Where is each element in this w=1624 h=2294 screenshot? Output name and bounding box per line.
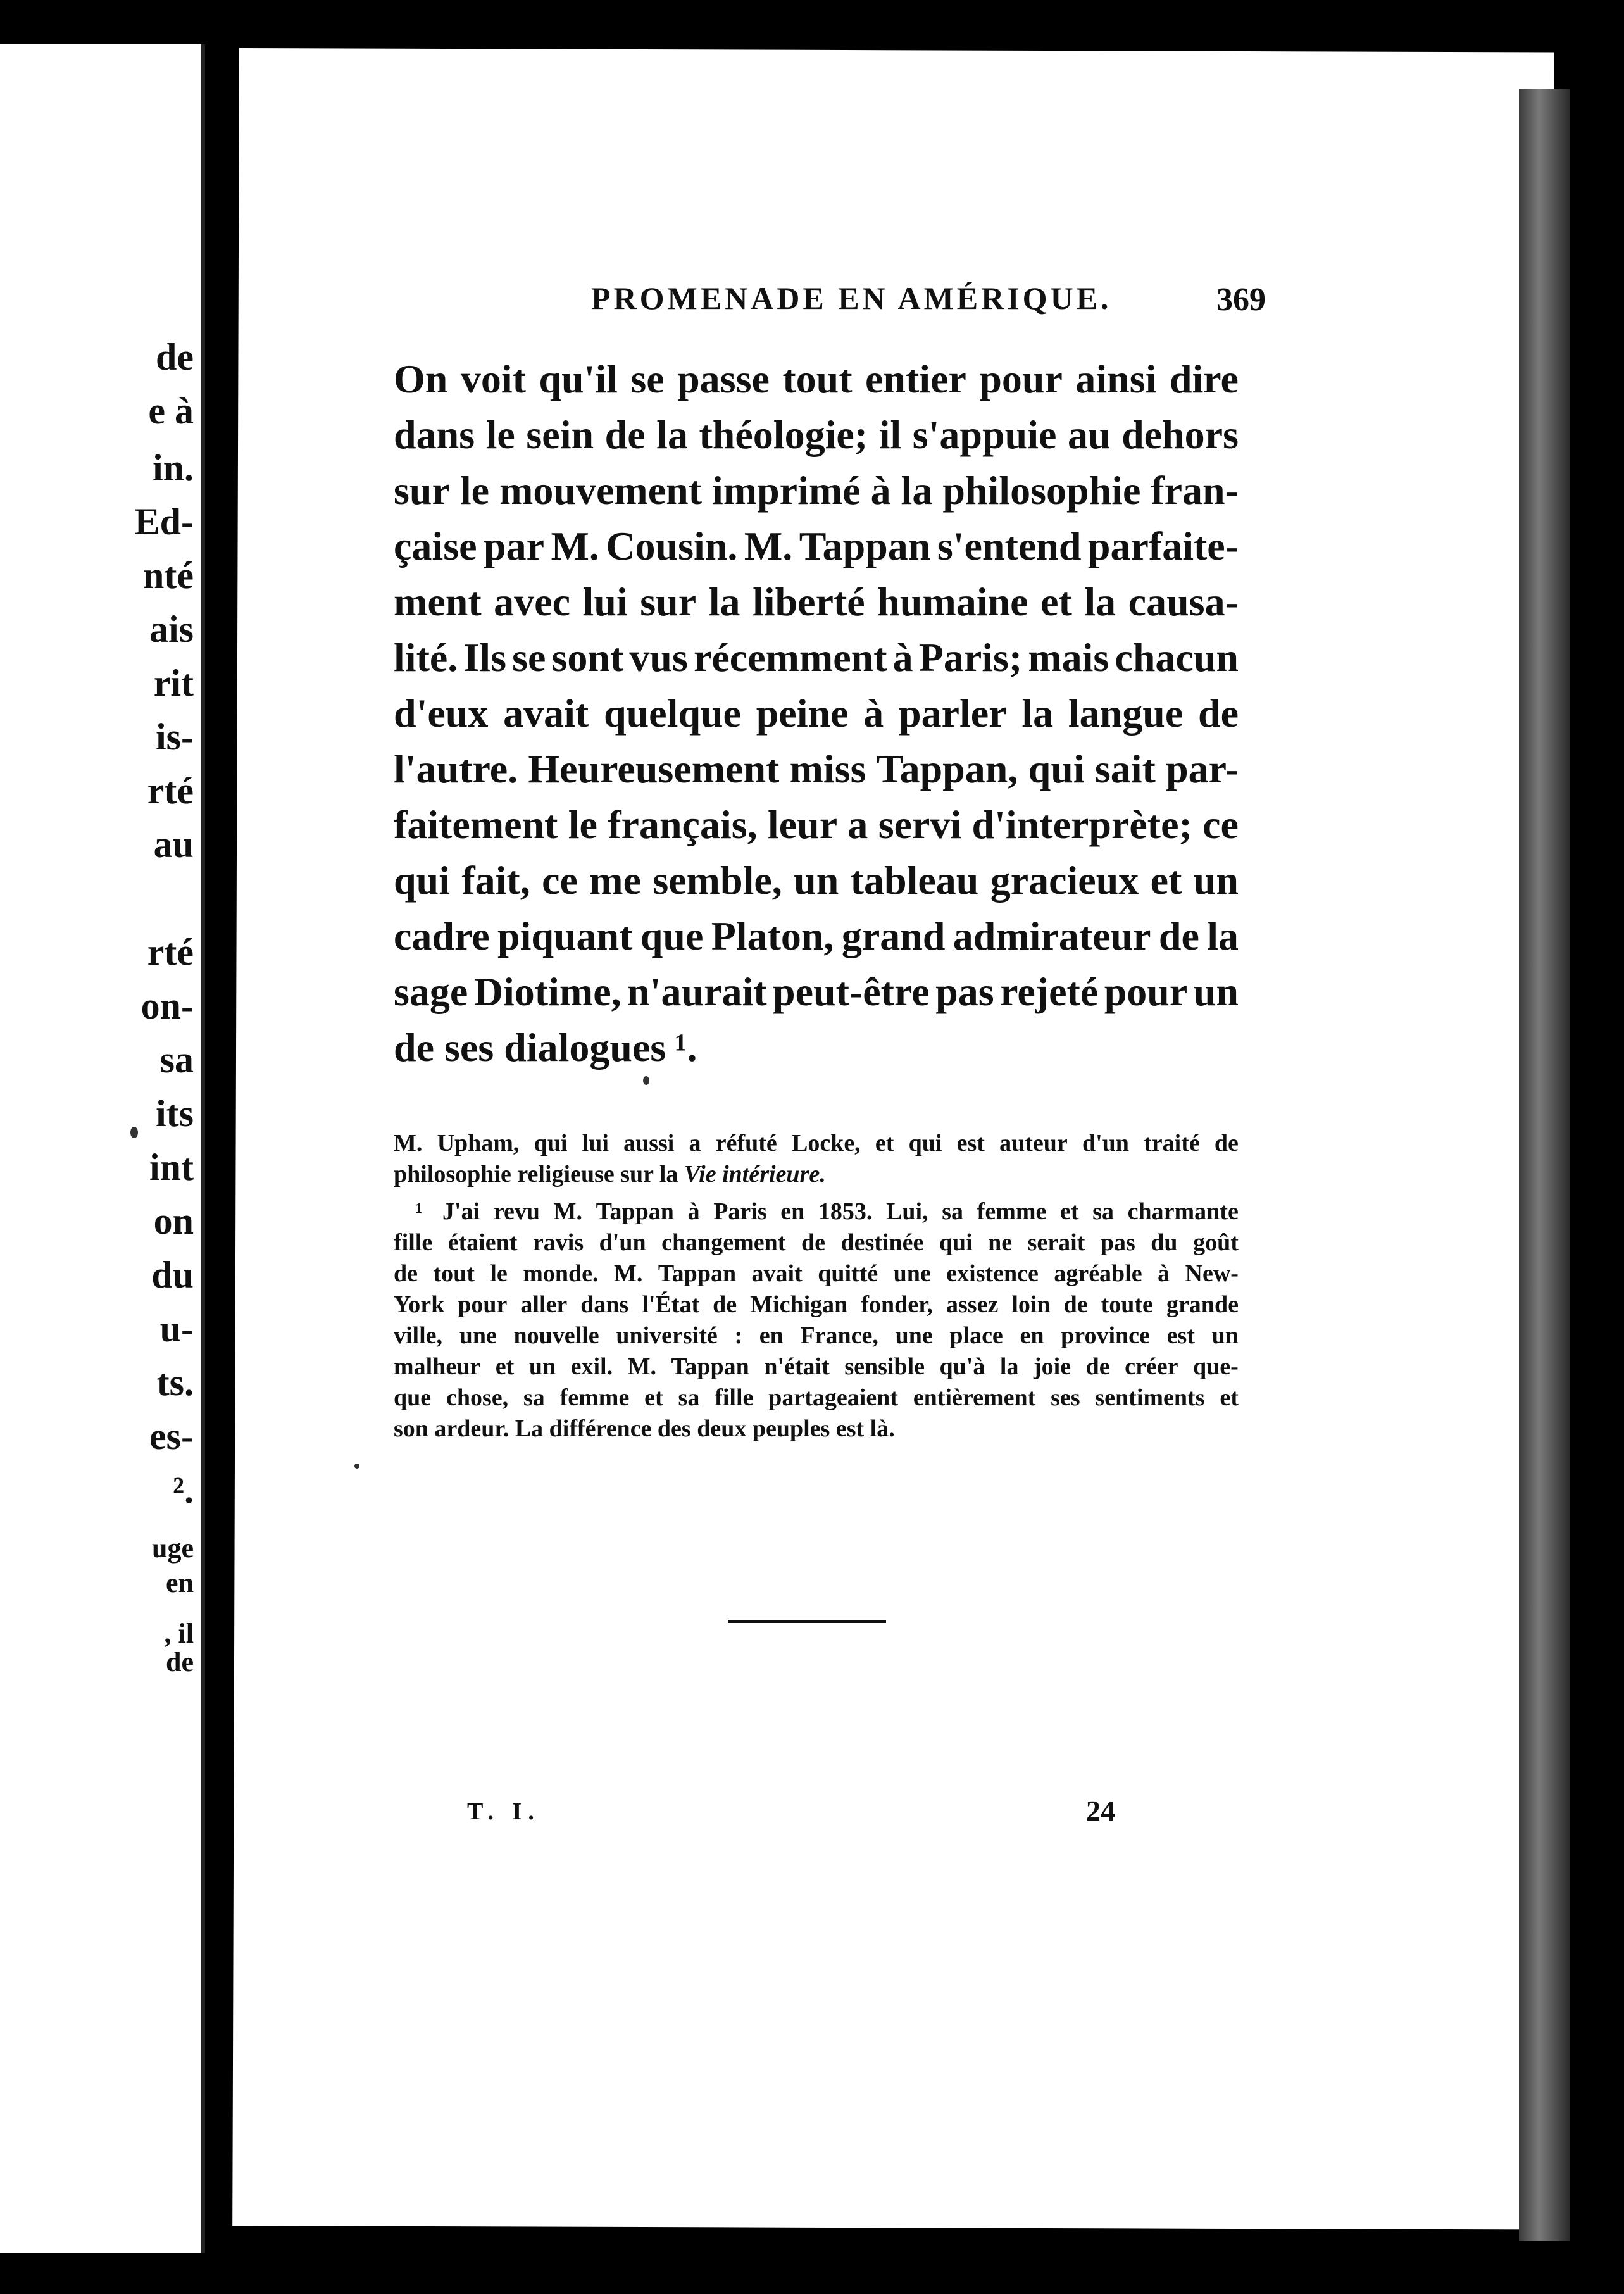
word: par (483, 523, 544, 568)
footnote-text: philosophie religieuse sur la (394, 1161, 684, 1188)
word: qui (908, 1130, 942, 1156)
word: ses (1051, 1384, 1080, 1411)
word: lité. (394, 635, 458, 680)
word: le (490, 1260, 508, 1287)
word: un (1193, 858, 1239, 903)
footnote-line (394, 1289, 1239, 1320)
word: la (1084, 579, 1116, 624)
word: partageaient (768, 1384, 898, 1411)
word: Locke, (791, 1130, 861, 1156)
word: au (1067, 412, 1111, 457)
word: Michigan (750, 1291, 848, 1318)
word: M. (744, 523, 793, 568)
facing-page-fragment: is- (156, 716, 194, 758)
word: de (1158, 913, 1199, 958)
word: pas (1100, 1229, 1135, 1256)
footnote-line (394, 1258, 1239, 1289)
text-line (394, 463, 1239, 518)
word: avec (494, 579, 570, 624)
word: parfaite- (1087, 523, 1239, 568)
word: est (1166, 1322, 1195, 1349)
word: une (895, 1322, 933, 1349)
word: s'entend (937, 523, 1082, 568)
word: pour (979, 356, 1063, 401)
word: un (528, 1353, 556, 1380)
word: s'appuie (912, 412, 1057, 457)
word: de (394, 1260, 418, 1287)
text-line (394, 407, 1239, 463)
word: et (1220, 1384, 1239, 1411)
word: ce (1202, 802, 1239, 847)
facing-page-fragment: e à (148, 390, 194, 432)
word: On (394, 356, 448, 401)
word: que (640, 913, 704, 958)
word: entier (865, 356, 966, 401)
footnote-reference: ¹. (675, 1025, 697, 1070)
footnote-line (394, 1227, 1239, 1258)
word: le (459, 468, 490, 513)
footnote-line (394, 1351, 1239, 1382)
word: la (656, 412, 688, 457)
word: goût (1193, 1229, 1239, 1256)
word: pour (458, 1291, 508, 1318)
text-line (394, 797, 1239, 853)
word: dans (394, 412, 475, 457)
word: dehors (1121, 412, 1239, 457)
word: vus (629, 635, 688, 680)
word: et (1040, 579, 1072, 624)
word: et (644, 1384, 663, 1411)
word: tout (782, 356, 853, 401)
word: pas (935, 969, 994, 1014)
word: imprimé (711, 468, 861, 513)
word: Upham, (437, 1130, 520, 1156)
word: ment (394, 579, 482, 624)
word: de (713, 1291, 737, 1318)
word: New- (1185, 1260, 1239, 1287)
signature-mark: T. I. (467, 1798, 540, 1825)
facing-page-fragment: rté (147, 770, 194, 812)
word: entièrement (913, 1384, 1036, 1411)
facing-page-fragment: u- (159, 1308, 194, 1350)
text-line (394, 908, 1239, 964)
word: sait (1094, 746, 1156, 791)
word: et (1060, 1198, 1079, 1225)
word: M. (394, 1130, 423, 1156)
word: M. (614, 1260, 643, 1287)
word: quelque (603, 691, 741, 736)
word: faitement (394, 802, 558, 847)
word: qui (939, 1229, 973, 1256)
word: tout (433, 1260, 475, 1287)
word: n'était (764, 1353, 830, 1380)
word: et (875, 1130, 894, 1156)
signature-number: 24 (1086, 1795, 1115, 1827)
word: York (394, 1291, 445, 1318)
text-line (394, 741, 1239, 797)
word: dans (580, 1291, 629, 1318)
word: sensible (844, 1353, 925, 1380)
word: ne (988, 1229, 1013, 1256)
word: en (759, 1322, 784, 1349)
word: récemment (693, 635, 887, 680)
word: 1853. (818, 1198, 873, 1225)
word: existence (946, 1260, 1039, 1287)
word: sur (394, 468, 450, 513)
word: admirateur (953, 913, 1151, 958)
word: la (1207, 913, 1239, 958)
word: femme (559, 1384, 630, 1411)
word: l'autre. (394, 746, 518, 791)
facing-page-fragment: de (156, 336, 194, 378)
word: piquant (497, 913, 633, 958)
word: sentiments (1095, 1384, 1205, 1411)
word: qu'à (939, 1353, 985, 1380)
text-line (394, 964, 1239, 1020)
word: pour (1104, 969, 1188, 1014)
word: du (1151, 1229, 1178, 1256)
word: de (1063, 1291, 1088, 1318)
word: chose, (446, 1384, 509, 1411)
word: se (512, 635, 546, 680)
word: me (589, 858, 641, 903)
word: gracieux (990, 858, 1139, 903)
word: joie (1034, 1353, 1071, 1380)
word: Lui, (886, 1198, 928, 1225)
word: auteur (999, 1130, 1068, 1156)
word: malheur (394, 1353, 481, 1380)
word: a (847, 802, 868, 847)
word: aller (520, 1291, 568, 1318)
word: revu (493, 1198, 540, 1225)
word: réfuté (715, 1130, 777, 1156)
footnote-line (394, 1382, 1239, 1413)
word: M. (553, 1198, 583, 1225)
footnotes-block (394, 1128, 1239, 1445)
word: Tappan (596, 1198, 674, 1225)
word: langue (1068, 691, 1184, 736)
word: sa (942, 1198, 964, 1225)
word: à (870, 468, 891, 513)
facing-page-fragment: in. (152, 447, 194, 489)
book-title-italic: Vie intérieure. (684, 1161, 826, 1188)
word: ville, (394, 1322, 443, 1349)
word: chacun (1115, 635, 1239, 680)
ink-speck (130, 1127, 138, 1138)
word: sur (640, 579, 697, 624)
word: causa- (1128, 579, 1239, 624)
word: avait (503, 691, 589, 736)
word: voit (460, 356, 526, 401)
word: le (568, 802, 597, 847)
word: que (394, 1384, 432, 1411)
word: Platon, (711, 913, 834, 958)
word: miss (789, 746, 866, 791)
word: un (794, 858, 839, 903)
page-stack-edge (1519, 89, 1570, 2241)
word: fille (394, 1229, 433, 1256)
facing-page-edge (0, 44, 205, 2253)
word: Heureusement (528, 746, 780, 791)
word: à (863, 691, 884, 736)
word: quitté (818, 1260, 878, 1287)
facing-page-fragment: rit (153, 662, 194, 704)
word: de (1197, 691, 1239, 736)
word: cadre (394, 913, 490, 958)
word: philosophie (942, 468, 1141, 513)
word: fille (715, 1384, 754, 1411)
word: le (485, 412, 515, 457)
facing-page-fragment: ais (149, 608, 194, 650)
text-line (394, 351, 1239, 407)
word: peut-être (773, 969, 930, 1014)
word: fait, (461, 858, 530, 903)
facing-page-fragment: rté (147, 931, 194, 973)
word: de (1214, 1130, 1239, 1156)
facing-page-fragment: ². (173, 1469, 194, 1511)
word: serait (1027, 1229, 1085, 1256)
word: nouvelle (513, 1322, 599, 1349)
word: sa (1092, 1198, 1114, 1225)
text-line (394, 853, 1239, 908)
word: mais (1028, 635, 1109, 680)
word: une (459, 1322, 497, 1349)
word: de ses dialogues (394, 1025, 666, 1070)
word: passe (677, 356, 770, 401)
word: la (999, 1353, 1019, 1380)
footnote-text: son ardeur. La différence des deux peuples est là. (394, 1415, 895, 1442)
word: loin (1011, 1291, 1051, 1318)
word: monde. (523, 1260, 599, 1287)
end-rule (728, 1620, 886, 1623)
word: Tappan (799, 523, 931, 568)
word: est (956, 1130, 985, 1156)
facing-page-fragment: int (149, 1146, 194, 1188)
word: à (687, 1198, 700, 1225)
word: que- (1193, 1353, 1239, 1380)
footnote-one (394, 1196, 1239, 1445)
word: leur (767, 802, 838, 847)
word: grande (1166, 1291, 1239, 1318)
word: sont (551, 635, 624, 680)
footnote-line (394, 1196, 1239, 1227)
word: créer (1125, 1353, 1178, 1380)
text-line (394, 574, 1239, 630)
word: n'aurait (627, 969, 767, 1014)
facing-page-fragment: es- (149, 1415, 194, 1457)
word: agréable (1054, 1260, 1142, 1287)
word: M. (627, 1353, 657, 1380)
word: à (892, 635, 913, 680)
word: servi (878, 802, 962, 847)
word: J'ai (442, 1198, 480, 1225)
word: place (949, 1322, 1003, 1349)
word: Tappan (671, 1353, 749, 1380)
word: sa (678, 1384, 700, 1411)
word: rejeté (1000, 969, 1099, 1014)
word: humaine (877, 579, 1028, 624)
word: ravis (532, 1229, 584, 1256)
word: la (1021, 691, 1054, 736)
word: d'interprète; (971, 802, 1192, 847)
word: aussi (623, 1130, 675, 1156)
word: une (893, 1260, 931, 1287)
word: d'un (1082, 1130, 1129, 1156)
word: : (734, 1322, 743, 1349)
footnote-marker: ¹ (415, 1198, 423, 1225)
word: d'un (599, 1229, 646, 1256)
word: d'eux (394, 691, 489, 736)
word: femme (977, 1198, 1047, 1225)
text-line (394, 1020, 1239, 1075)
word: français, (608, 802, 758, 847)
main-text-block (394, 351, 1239, 1075)
word: traité (1144, 1130, 1200, 1156)
word: à (1158, 1260, 1170, 1287)
word: fran- (1151, 468, 1239, 513)
word: tableau (850, 858, 979, 903)
word: grand (841, 913, 946, 958)
facing-page-fragment: de (166, 1646, 194, 1677)
text-line (394, 518, 1239, 574)
word: Cousin. (606, 523, 738, 568)
word: et (1150, 858, 1182, 903)
word: en (1020, 1322, 1044, 1349)
word: ce (542, 858, 578, 903)
word: université (616, 1322, 718, 1349)
facing-page-fragment: Ed- (134, 501, 194, 542)
word: et (495, 1353, 515, 1380)
word: peine (756, 691, 849, 736)
facing-page-fragment: au (153, 824, 194, 865)
word: mouvement (499, 468, 702, 513)
word: Tappan, (876, 746, 1018, 791)
word: lui (582, 579, 628, 624)
running-head (354, 261, 1266, 318)
word: par- (1166, 746, 1239, 791)
word: a (689, 1130, 701, 1156)
word: qu'il (539, 356, 618, 401)
word: avait (751, 1260, 803, 1287)
footnote-line (394, 1320, 1239, 1351)
word: un (1193, 969, 1239, 1014)
word: Paris (713, 1198, 767, 1225)
word: de (604, 412, 646, 457)
word: exil. (570, 1353, 613, 1380)
word: liberté (753, 579, 865, 624)
facing-page-fragment: ts. (156, 1362, 194, 1403)
word: assez (946, 1291, 999, 1318)
facing-page-fragment: nté (143, 555, 194, 596)
word: qui (534, 1130, 568, 1156)
word: de (801, 1229, 825, 1256)
text-line (394, 630, 1239, 686)
word: Ils (463, 635, 506, 680)
word: parler (898, 691, 1007, 736)
facing-page-fragment: uge (152, 1532, 194, 1564)
footnote-line (394, 1413, 1239, 1445)
word: sa (523, 1384, 545, 1411)
running-title: PROMENADE EN AMÉRIQUE. (591, 280, 1112, 316)
word: fonder, (861, 1291, 933, 1318)
word: qui (1028, 746, 1085, 791)
word: la (708, 579, 740, 624)
word: dire (1169, 356, 1239, 401)
word: sein (526, 412, 594, 457)
word: théologie; (699, 412, 868, 457)
word: Diotime, (473, 969, 621, 1014)
word: de (1085, 1353, 1110, 1380)
word: l'État (642, 1291, 700, 1318)
word: se (630, 356, 665, 401)
ink-speck (643, 1076, 649, 1085)
word: destinée (840, 1229, 924, 1256)
word: étaient (447, 1229, 518, 1256)
word: ainsi (1075, 356, 1157, 401)
word: lui (582, 1130, 609, 1156)
text-line (394, 686, 1239, 741)
word: Tappan (658, 1260, 737, 1287)
word: çaise (394, 523, 477, 568)
word: un (1211, 1322, 1239, 1349)
word: province (1061, 1322, 1150, 1349)
facing-page-fragment: du (151, 1254, 194, 1296)
word: M. (551, 523, 599, 568)
facing-page-fragment: sa (159, 1039, 194, 1081)
word: il (878, 412, 902, 457)
footnote-continued-line (394, 1128, 1239, 1159)
word: la (901, 468, 933, 513)
word: toute (1101, 1291, 1153, 1318)
word: en (780, 1198, 805, 1225)
word: sage (394, 969, 468, 1014)
word: changement (661, 1229, 786, 1256)
word: France, (800, 1322, 878, 1349)
word: charmante (1127, 1198, 1239, 1225)
facing-page-fragment: en (166, 1567, 194, 1598)
facing-page-fragment: on- (141, 985, 194, 1027)
word: qui (394, 858, 450, 903)
footnote-continued-line (394, 1159, 1239, 1190)
facing-page-fragment: , il (164, 1618, 194, 1649)
page-number: 369 (1216, 282, 1266, 318)
ink-speck (354, 1464, 359, 1469)
facing-page-fragment: on (153, 1200, 194, 1242)
facing-page-fragment: its (156, 1093, 194, 1134)
word: Paris; (918, 635, 1023, 680)
word: semble, (653, 858, 782, 903)
